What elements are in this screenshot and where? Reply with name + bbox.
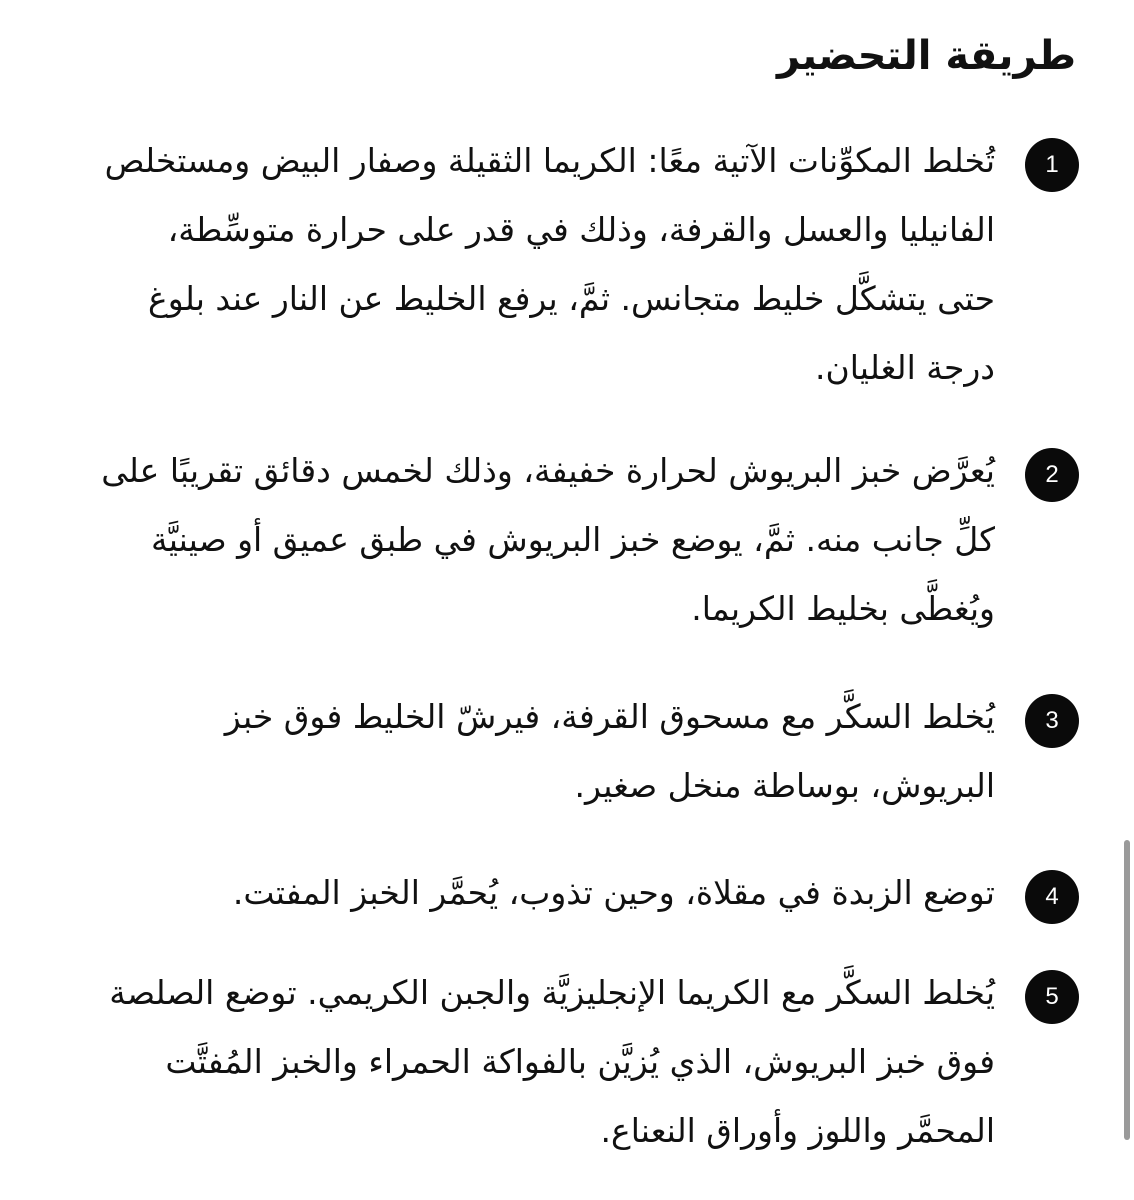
step-text: توضع الزبدة في مقلاة، وحين تذوب، يُحمَّر الخبز المفتت.	[232, 873, 995, 912]
section-title: طريقة التحضير	[776, 33, 1076, 79]
step-number-badge: 1	[1025, 138, 1079, 192]
step-number-badge: 3	[1025, 694, 1079, 748]
step-text: يُخلط السكَّر مع مسحوق القرفة، فيرشّ الخليط فوق خبز البريوش، بوساطة منخل صغير.	[224, 697, 995, 805]
step-text: يُعرَّض خبز البريوش لحرارة خفيفة، وذلك لخمس دقائق تقريبًا على كلِّ جانب منه. ثمَّ، يوضع خبز البريوش في طبق عميق أو صينيَّة ويُغطَّى بخليط الكريما.	[101, 451, 995, 628]
scrollbar-thumb[interactable]	[1124, 840, 1130, 1140]
step-number-badge: 4	[1025, 870, 1079, 924]
step-number-badge: 2	[1025, 448, 1079, 502]
step-text: تُخلط المكوِّنات الآتية معًا: الكريما الثقيلة وصفار البيض ومستخلص الفانيليا والعسل والقرفة، وذلك في قدر على حرارة متوسِّطة، حتى يتشكَّل خليط متجانس. ثمَّ، يرفع الخليط عن النار عند بلوغ درجة الغليان.	[104, 141, 995, 387]
step-text: يُخلط السكَّر مع الكريما الإنجليزيَّة والجبن الكريمي. توضع الصلصة فوق خبز البريوش، الذي يُزيَّن بالفواكة الحمراء والخبز المُفتَّت المحمَّر واللوز وأوراق النعناع.	[109, 973, 995, 1150]
step-number-badge: 5	[1025, 970, 1079, 1024]
